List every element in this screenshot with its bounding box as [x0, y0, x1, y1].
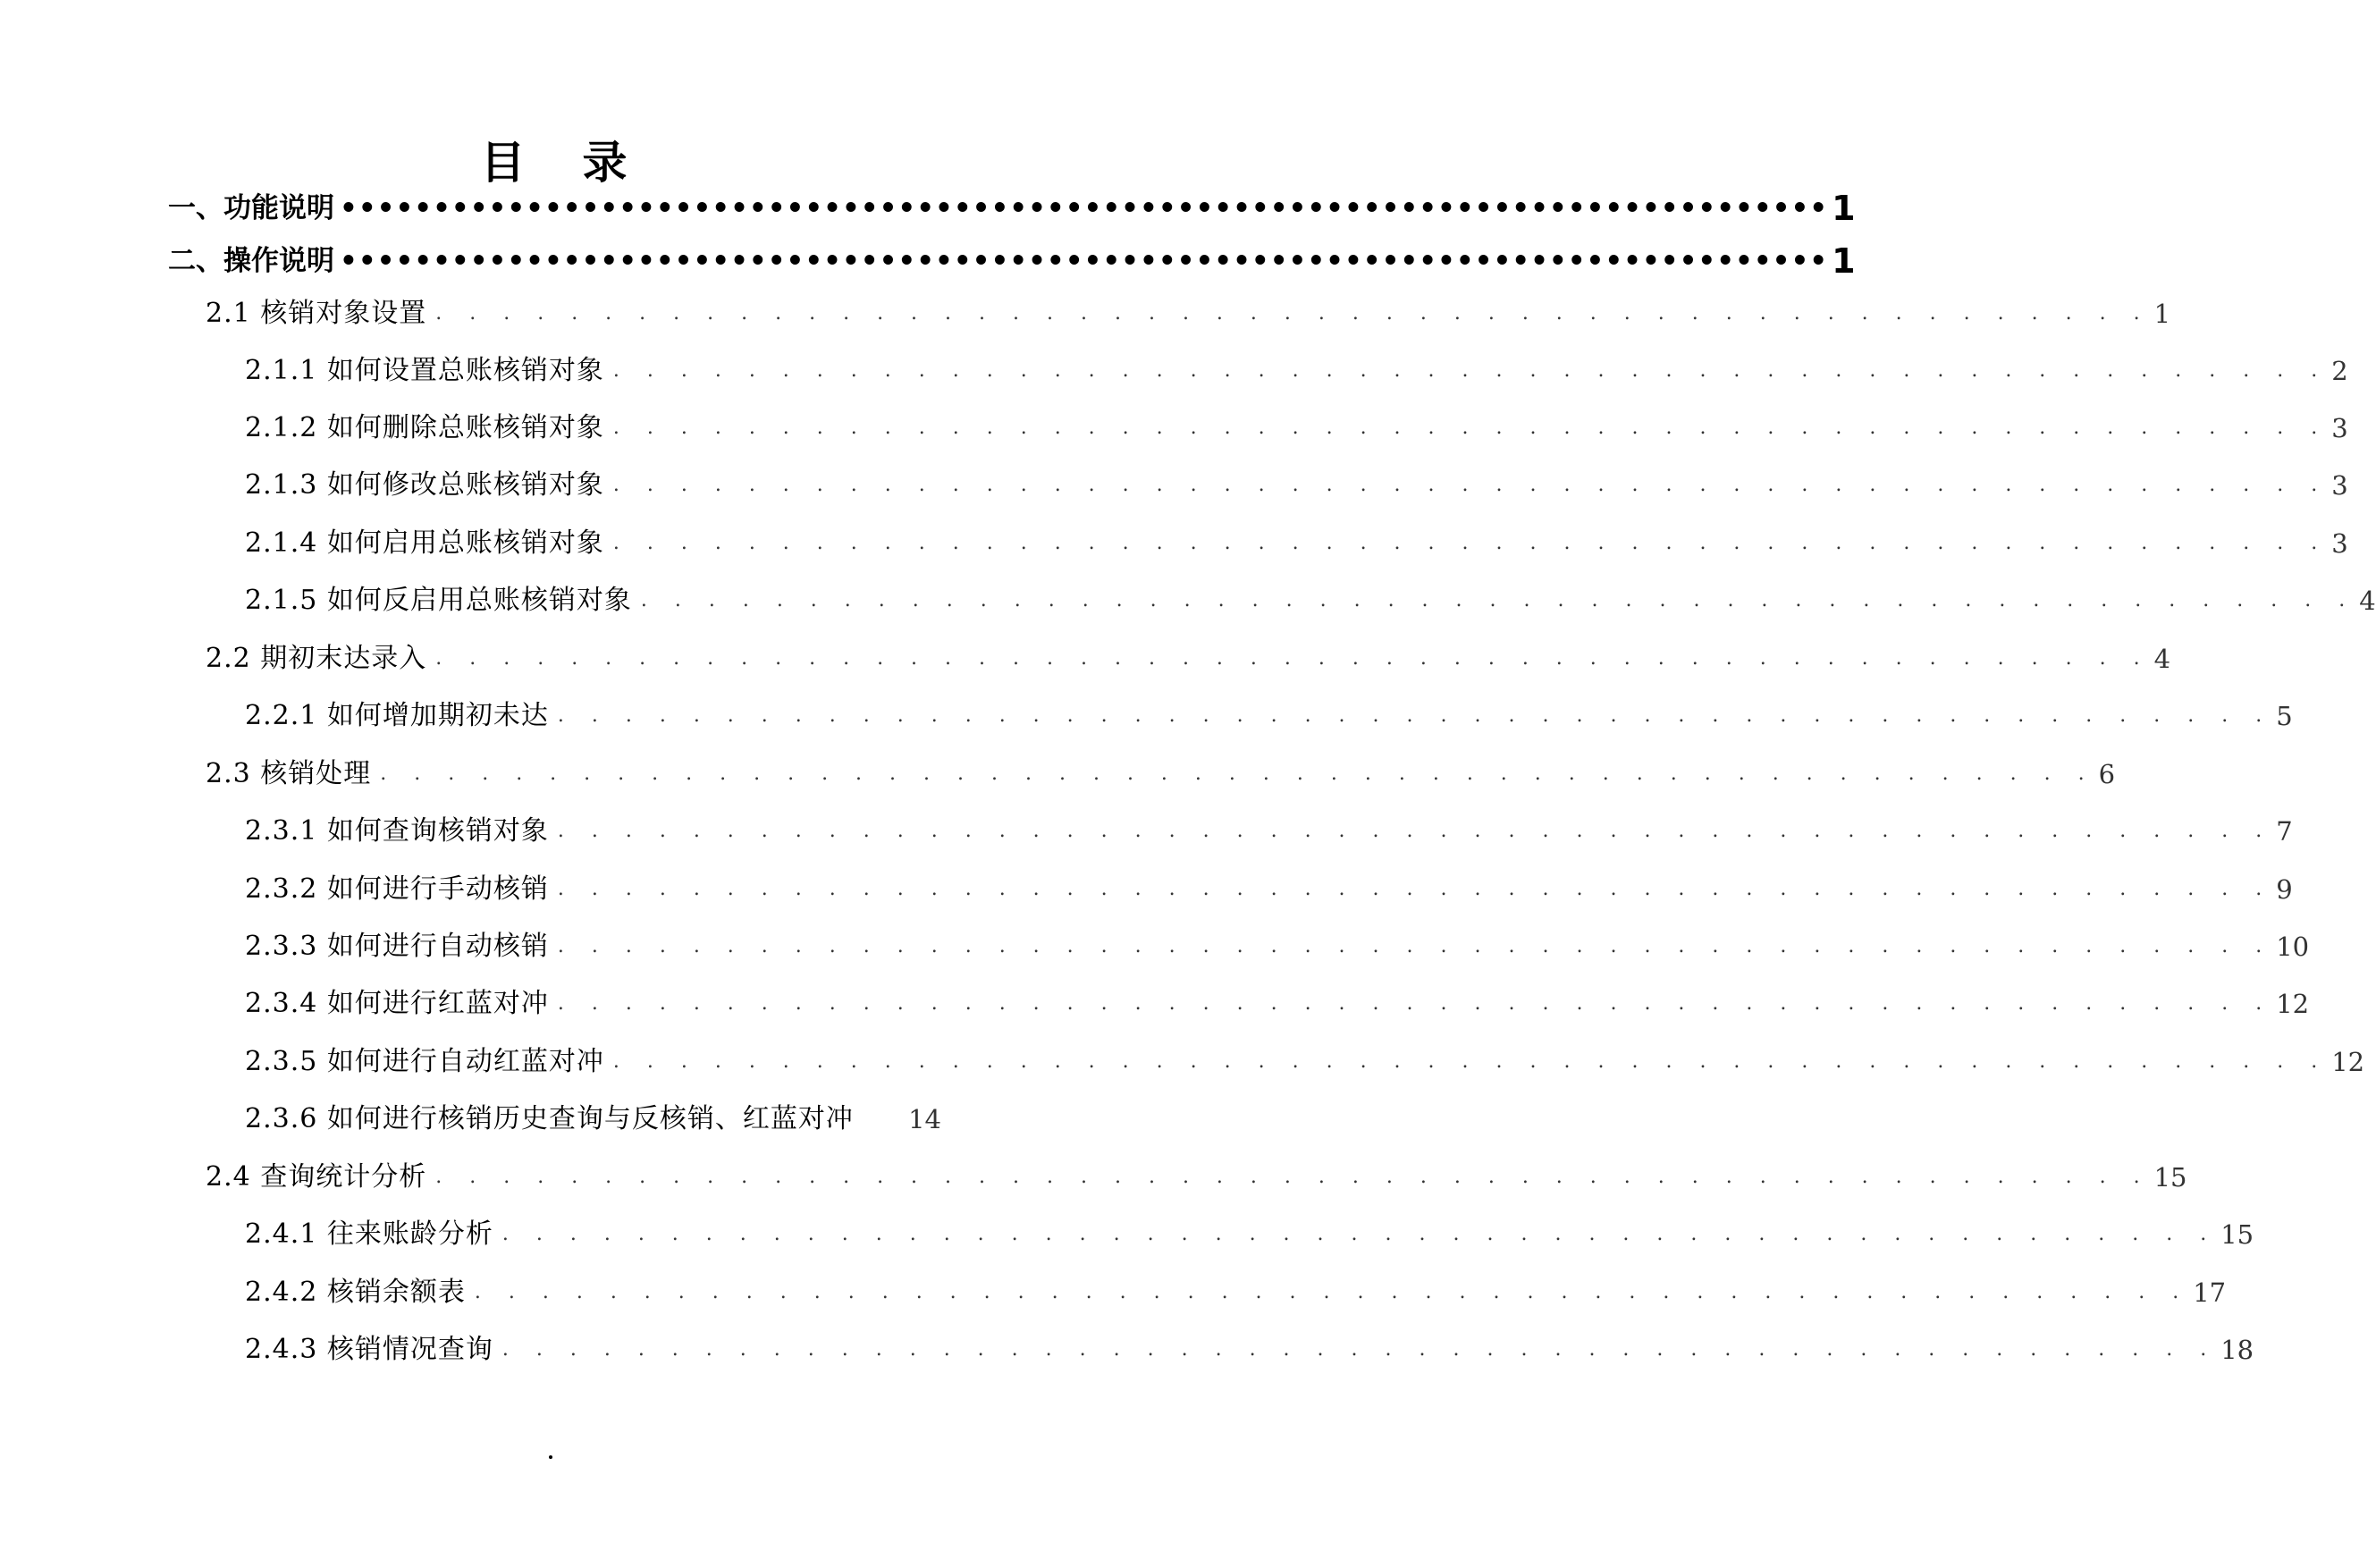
toc-dot-leader: . . . . . . . . . . . . . . . . . . . . . . . . . . . . . . . . . . . . . . . . . . . . . . . . . . . — [557, 935, 2273, 957]
toc-entry-label: 2.4 查询统计分析 — [206, 1161, 427, 1193]
toc-entry-2-3[interactable] — [206, 747, 2116, 792]
toc-entry-label: 2.1.5 如何反启用总账核销对象 — [245, 585, 632, 616]
toc-dot-leader: . . . . . . . . . . . . . . . . . . . . . . . . . . . . . . . . . . . . . . . . . . . . . . . . . . . — [557, 704, 2273, 727]
toc-entry-label: 2.3.5 如何进行自动红蓝对冲 — [245, 1046, 604, 1077]
toc-entry-2-1-4[interactable] — [245, 517, 2348, 561]
toc-entry-label: 2.3.2 如何进行手动核销 — [245, 873, 549, 905]
toc-dot-leader: •••••••••••••••••••••••••••••••••••••••••••••••••••••••••••••••••••••••••••••••• — [340, 192, 1829, 224]
toc-entry-label: 二、操作说明 — [168, 245, 334, 277]
toc-dot-leader: . . . . . . . . . . . . . . . . . . . . . . . . . . . . . . . . . . . . . . . . . . . . . . . . . . . — [380, 763, 2095, 785]
toc-dot-leader: . . . . . . . . . . . . . . . . . . . . . . . . . . . . . . . . . . . . . . . . . . . . . . . . . . . — [435, 647, 2151, 670]
toc-dot-leader: . . . . . . . . . . . . . . . . . . . . . . . . . . . . . . . . . . . . . . . . . . . . . . . . . . . — [612, 417, 2329, 439]
toc-entry-label: 2.3 核销处理 — [206, 758, 372, 789]
toc-entry-page: 4 — [2359, 586, 2376, 616]
toc-entry-label: 2.1.2 如何删除总账核销对象 — [245, 412, 604, 443]
toc-dot-leader: . . . . . . . . . . . . . . . . . . . . . . . . . . . . . . . . . . . . . . . . . . . . . . . . . . . — [612, 474, 2329, 496]
toc-dot-leader: . . . . . . . . . . . . . . . . . . . . . . . . . . . . . . . . . . . . . . . . . . . . . . . . . . . — [501, 1223, 2218, 1245]
toc-entry-2-1-1[interactable] — [245, 344, 2348, 389]
toc-dot-leader: . . . . . . . . . . . . . . . . . . . . . . . . . . . . . . . . . . . . . . . . . . . . . . . . . . . — [474, 1281, 2190, 1303]
toc-entry-label: 2.1.4 如何启用总账核销对象 — [245, 527, 604, 559]
toc-title-char-1: 目 — [480, 136, 527, 189]
toc-entry-page: 6 — [2098, 759, 2116, 789]
toc-dot-leader: . . . . . . . . . . . . . . . . . . . . . . . . . . . . . . . . . . . . . . . . . . . . . . . . . . . — [501, 1338, 2218, 1361]
toc-entry-label: 2.2.1 如何增加期初未达 — [245, 700, 549, 731]
toc-entry-label: 2.3.1 如何查询核销对象 — [245, 815, 549, 847]
toc-entry-page: 7 — [2276, 816, 2293, 847]
toc-entry-page: 1 — [1832, 241, 1856, 281]
toc-entry-2-1-3[interactable] — [245, 459, 2348, 503]
toc-entry-2[interactable] — [168, 234, 1856, 281]
toc-entry-label: 2.4.2 核销余额表 — [245, 1277, 466, 1308]
toc-entry-2-3-6[interactable] — [245, 1092, 941, 1137]
toc-entry-2-3-1[interactable] — [245, 805, 2293, 849]
toc-entry-label: 2.1.3 如何修改总账核销对象 — [245, 469, 604, 501]
toc-entry-page: 12 — [2331, 1047, 2365, 1077]
toc-entry-1[interactable] — [168, 181, 1856, 228]
toc-entry-2-4-2[interactable] — [245, 1266, 2227, 1311]
toc-dot-leader: . . . . . . . . . . . . . . . . . . . . . . . . . . . . . . . . . . . . . . . . . . . . . . . . . . . — [557, 878, 2273, 900]
toc-entry-page: 4 — [2153, 644, 2171, 674]
toc-entry-page: 1 — [2153, 299, 2171, 329]
toc-entry-2-4-1[interactable] — [245, 1208, 2254, 1252]
toc-entry-label: 2.3.3 如何进行自动核销 — [245, 931, 549, 962]
toc-entry-label: 2.1 核销对象设置 — [206, 298, 427, 329]
toc-title-char-2: 录 — [582, 136, 629, 189]
toc-dot-leader: . . . . . . . . . . . . . . . . . . . . . . . . . . . . . . . . . . . . . . . . . . . . . . . . . . . — [435, 1166, 2151, 1188]
toc-entry-page: 3 — [2331, 528, 2348, 559]
toc-entry-page: 3 — [2331, 470, 2348, 501]
toc-entry-page: 15 — [2220, 1219, 2254, 1250]
toc-entry-label: 2.3.6 如何进行核销历史查询与反核销、红蓝对冲 — [245, 1103, 854, 1134]
toc-dot-leader: . . . . . . . . . . . . . . . . . . . . . . . . . . . . . . . . . . . . . . . . . . . . . . . . . . . — [612, 532, 2329, 554]
toc-entry-page: 17 — [2193, 1277, 2227, 1308]
toc-dot-leader: . . . . . . . . . . . . . . . . . . . . . . . . . . . . . . . . . . . . . . . . . . . . . . . . . . . — [640, 589, 2356, 611]
footer-mark — [549, 1455, 552, 1459]
toc-entry-2-3-5[interactable] — [245, 1035, 2365, 1080]
toc-dot-leader: . . . . . . . . . . . . . . . . . . . . . . . . . . . . . . . . . . . . . . . . . . . . . . . . . . . — [612, 359, 2329, 382]
toc-entry-2-1-2[interactable] — [245, 401, 2348, 446]
toc-entry-page: 9 — [2276, 874, 2293, 905]
toc-entry-page: 15 — [2153, 1162, 2187, 1193]
toc-entry-page: 1 — [1832, 189, 1856, 228]
toc-entry-page: 10 — [2276, 932, 2310, 962]
toc-entry-label: 2.2 期初末达录入 — [206, 643, 427, 674]
toc-entry-2-3-2[interactable] — [245, 863, 2293, 907]
toc-dot-leader: . . . . . . . . . . . . . . . . . . . . . . . . . . . . . . . . . . . . . . . . . . . . . . . . . . . — [557, 992, 2273, 1015]
toc-entry-2-2[interactable] — [206, 632, 2171, 677]
toc-entry-label: 2.4.3 核销情况查询 — [245, 1334, 493, 1365]
toc-entry-2-4-3[interactable] — [245, 1323, 2254, 1368]
toc-entry-page: 14 — [908, 1104, 941, 1134]
toc-entry-label: 2.4.1 往来账龄分析 — [245, 1218, 493, 1250]
toc-entry-page: 18 — [2220, 1335, 2254, 1365]
toc-entry-2-3-4[interactable] — [245, 977, 2310, 1022]
toc-entry-2-4[interactable] — [206, 1151, 2187, 1195]
toc-entry-label: 一、功能说明 — [168, 192, 334, 224]
toc-entry-2-1-5[interactable] — [245, 574, 2376, 619]
toc-dot-leader: . . . . . . . . . . . . . . . . . . . . . . . . . . . . . . . . . . . . . . . . . . . . . . . . . . . — [612, 1050, 2329, 1073]
toc-entry-2-3-3[interactable] — [245, 920, 2310, 965]
toc-entry-label: 2.3.4 如何进行红蓝对冲 — [245, 988, 549, 1019]
toc-entry-page: 3 — [2331, 413, 2348, 443]
toc-entry-2-2-1[interactable] — [245, 689, 2293, 734]
toc-dot-leader: . . . . . . . . . . . . . . . . . . . . . . . . . . . . . . . . . . . . . . . . . . . . . . . . . . . — [435, 302, 2151, 325]
toc-dot-leader: •••••••••••••••••••••••••••••••••••••••••••••••••••••••••••••••••••••••••••••••• — [340, 245, 1829, 277]
toc-entry-label: 2.1.1 如何设置总账核销对象 — [245, 355, 604, 386]
toc-entry-page: 5 — [2276, 701, 2293, 731]
toc-entry-2-1[interactable] — [206, 287, 2171, 332]
toc-entry-page: 2 — [2331, 356, 2348, 386]
toc-dot-leader: . . . . . . . . . . . . . . . . . . . . . . . . . . . . . . . . . . . . . . . . . . . . . . . . . . . — [557, 820, 2273, 842]
toc-entry-page: 12 — [2276, 989, 2310, 1019]
